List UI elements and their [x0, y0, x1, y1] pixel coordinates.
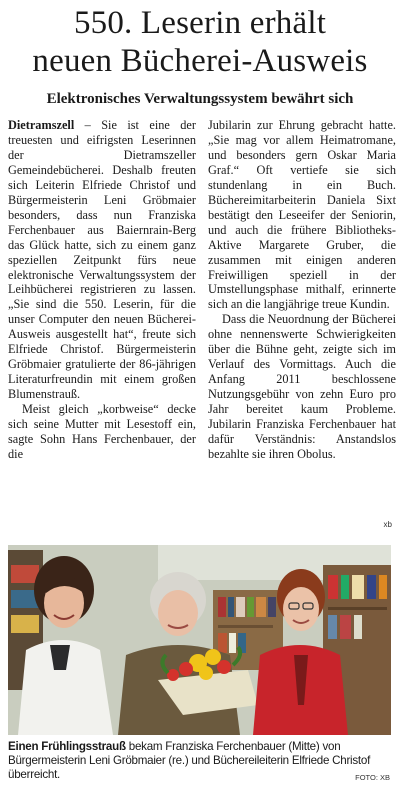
- paragraph-3: Jubilarin zur Ehrung gebracht hatte. „Sie mag vor allem Heimatromane, und besonders gern Oskar Maria Graf.“ Oft vertiefe sie sich stundenlang in ein Buch. Büchereimitarbeiterin Daniela Sixt bestätigt den Leseeifer der Seniorin, und auch die frühere Bibliotheks-Aktive Margarete Gruber, die zusammen mit einigen anderen Freiwilligen speziell in der Umstellungsphase mithalf, erinnerte sich an die langjährige treue Kundin.: [208, 118, 396, 312]
- headline: [6, 4, 394, 80]
- author-initials: xb: [383, 520, 392, 529]
- middle-woman-face: [158, 590, 198, 636]
- paragraph-4: Dass die Neuordnung der Bücherei ohne nennenswerte Schwierigkeiten über die Bühne geht, zeigte sich im Verlauf des Vormittags. Auch die Anfang 2011 beschlossene Nutzungsgebühr von zehn Euro pro Jahr bereitet kaum Probleme. Jubilarin Franziska Ferchenbauer hat dafür Verständnis: Anstandslos bezahlte sie ihren Obolus.: [208, 312, 396, 461]
- dateline: Dietramszell: [8, 118, 75, 132]
- photo-caption-text: bekam Franziska Ferchenbauer (Mitte) von Bürgermeisterin Leni Gröbmaier (re.) und Büchereileiterin Elfriede Christof überreicht.: [8, 740, 371, 781]
- paragraph-1: [8, 118, 196, 402]
- right-woman-face: [283, 587, 319, 631]
- photo-caption-lead: Einen Frühlingsstrauß: [8, 740, 126, 753]
- article-column-left: [8, 118, 196, 462]
- photo-illustration: [8, 545, 391, 735]
- paragraph-1-text: – Sie ist eine der treuesten und eifrigsten Leserinnen der Dietramszeller Gemeindebücherei. Deshalb freuten sich Leiterin Elfriede Christof und Bürgermeisterin Leni Gröbmaier besonders, dass nun Franziska Ferchenbauer aus Baiernrain-Berg das Glück hatte, sich zu einem ganz speziellen Zeitpunkt fürs neue elektronische Verwaltungssystem der Leihbücherei registrieren zu lassen. „Sie sind die 550. Leserin, für die unser Computer den neuen Bücherei-Ausweis ausgestellt hat“, freute sich Elfriede Christof. Bürgermeisterin Gröbmaier gratulierte der 86-jährigen Literaturfreundin mit einem großen Blumenstrauß.: [8, 118, 196, 402]
- headline-line-1: 550. Leserin erhält: [73, 5, 327, 41]
- headline-line-2: neuen Bücherei-Ausweis: [32, 43, 368, 79]
- article-column-right: [208, 118, 396, 462]
- photo-credit: FOTO: XB: [355, 773, 390, 782]
- paragraph-2: Meist gleich „korbweise“ decke sich seine Mutter mit Lesestoff ein, sagte Sohn Hans Ferchenbauer, der die: [8, 402, 196, 461]
- photo-caption: [8, 740, 393, 782]
- news-photo: [8, 545, 391, 735]
- subheadline: Elektronisches Verwaltungssystem bewährt sich: [46, 91, 354, 107]
